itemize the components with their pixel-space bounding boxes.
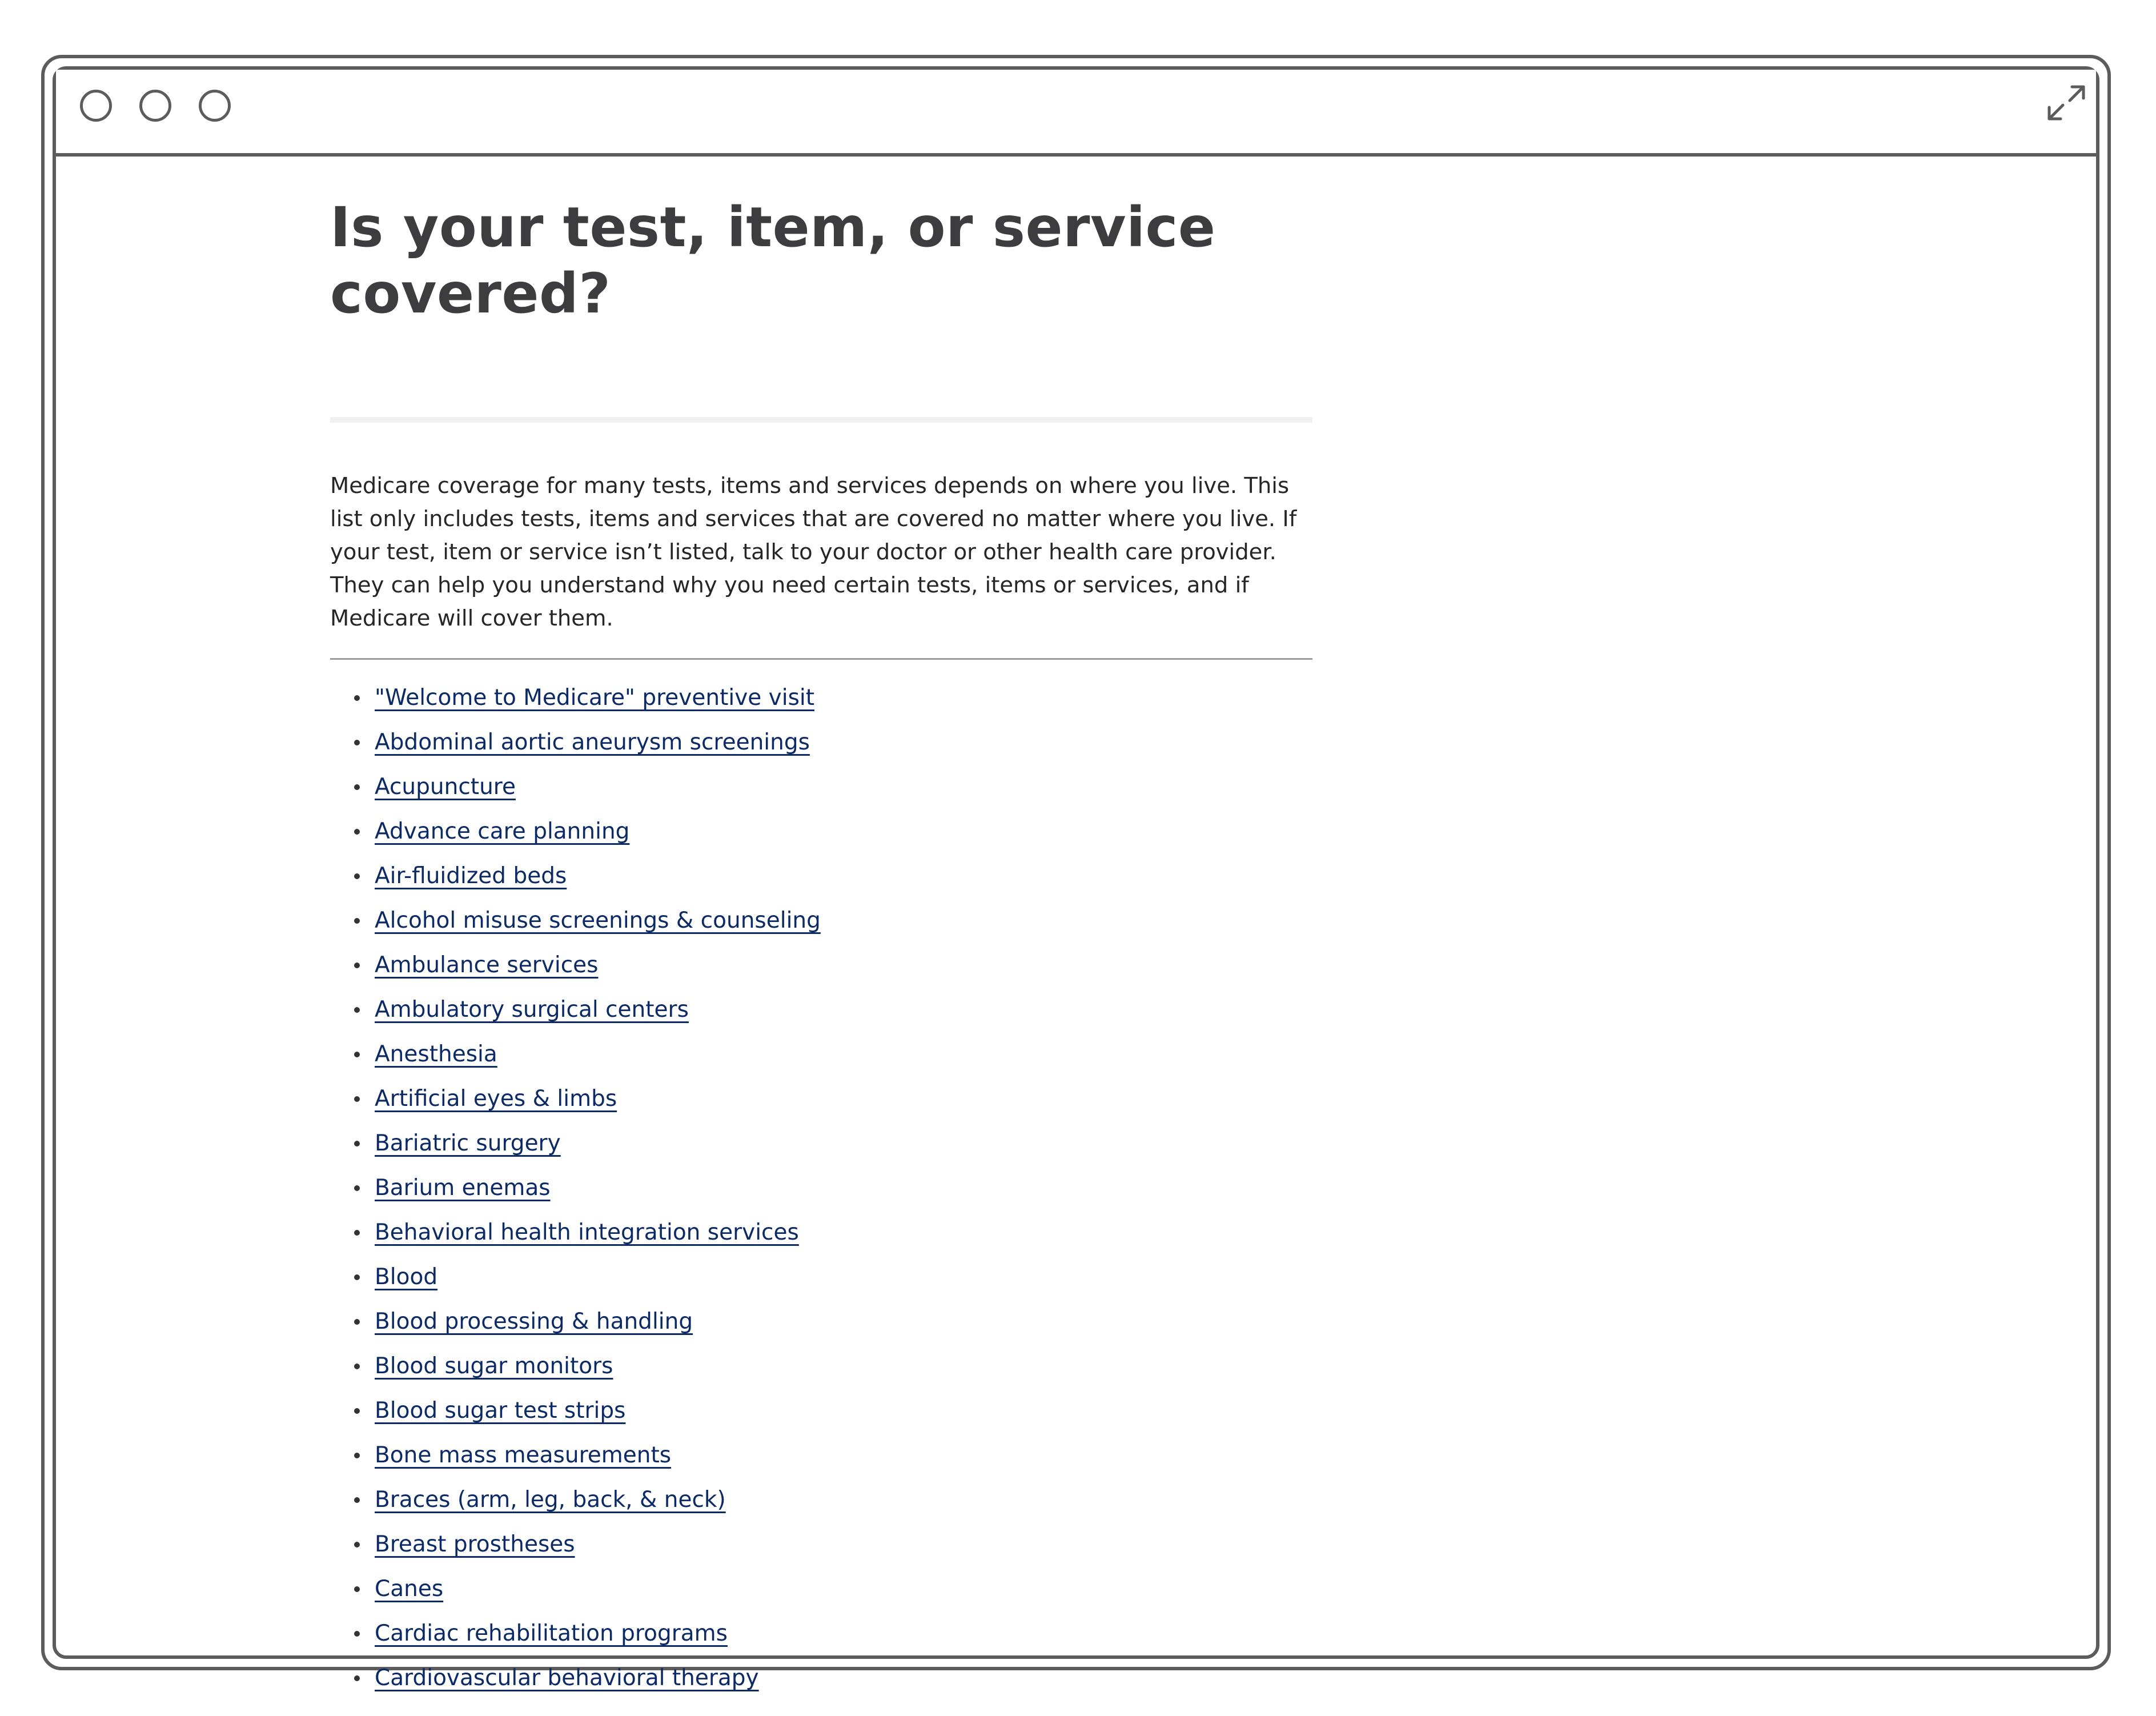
- bullet-icon: [354, 829, 360, 835]
- bullet-icon: [354, 1185, 360, 1191]
- bullet-icon: [354, 1230, 360, 1236]
- service-link[interactable]: "Welcome to Medicare" preventive visit: [375, 685, 815, 711]
- list-item: [330, 1305, 1312, 1350]
- bullet-icon: [354, 1052, 360, 1057]
- bullet-icon: [354, 918, 360, 924]
- list-item: [330, 1038, 1312, 1082]
- bullet-icon: [354, 873, 360, 879]
- services-list: [330, 681, 1312, 1706]
- page-title: Is your test, item, or service covered?: [330, 195, 1216, 326]
- service-link[interactable]: Blood: [375, 1264, 438, 1290]
- service-link[interactable]: Bone mass measurements: [375, 1442, 672, 1468]
- list-divider: [330, 658, 1312, 660]
- list-item: [330, 1617, 1312, 1662]
- bullet-icon: [354, 1408, 360, 1414]
- service-link[interactable]: Canes: [375, 1576, 444, 1602]
- bullet-icon: [354, 1586, 360, 1592]
- bullet-icon: [354, 1274, 360, 1280]
- bullet-icon: [354, 1096, 360, 1102]
- service-link[interactable]: Anesthesia: [375, 1041, 497, 1067]
- bullet-icon: [354, 784, 360, 790]
- bullet-icon: [354, 1631, 360, 1637]
- bullet-icon: [354, 1497, 360, 1503]
- window-minimize-button[interactable]: [139, 90, 171, 122]
- page-content: [330, 157, 1312, 1706]
- list-item: [330, 1127, 1312, 1172]
- list-item: [330, 1439, 1312, 1484]
- list-item: [330, 1350, 1312, 1394]
- window-close-button[interactable]: [80, 90, 112, 122]
- service-link[interactable]: Breast prostheses: [375, 1531, 575, 1557]
- list-item: [330, 1216, 1312, 1261]
- browser-window: [53, 66, 2099, 1691]
- bullet-icon: [354, 1141, 360, 1146]
- service-link[interactable]: Blood sugar monitors: [375, 1353, 613, 1379]
- service-link[interactable]: Abdominal aortic aneurysm screenings: [375, 729, 810, 755]
- bullet-icon: [354, 1319, 360, 1325]
- service-link[interactable]: Braces (arm, leg, back, & neck): [375, 1487, 726, 1513]
- service-link[interactable]: Acupuncture: [375, 774, 516, 800]
- service-link[interactable]: Bariatric surgery: [375, 1130, 561, 1156]
- service-link[interactable]: Barium enemas: [375, 1175, 551, 1201]
- bullet-icon: [354, 740, 360, 745]
- list-item: [330, 1172, 1312, 1216]
- service-link[interactable]: Cardiac rehabilitation programs: [375, 1621, 728, 1646]
- list-item: [330, 1573, 1312, 1617]
- window-maximize-button[interactable]: [199, 90, 231, 122]
- list-item: [330, 1261, 1312, 1305]
- service-link[interactable]: Alcohol misuse screenings & counseling: [375, 908, 821, 933]
- bullet-icon: [354, 695, 360, 701]
- list-item: [330, 1528, 1312, 1573]
- section-divider: [330, 417, 1312, 423]
- list-item: [330, 1394, 1312, 1439]
- expand-arrows-icon[interactable]: [2042, 79, 2090, 127]
- service-link[interactable]: Behavioral health integration services: [375, 1220, 799, 1245]
- bullet-icon: [354, 1675, 360, 1681]
- list-item: [330, 771, 1312, 815]
- list-item: [330, 949, 1312, 993]
- service-link[interactable]: Air-fluidized beds: [375, 863, 567, 889]
- service-link[interactable]: Cardiovascular behavioral therapy: [375, 1665, 759, 1691]
- service-link[interactable]: Blood sugar test strips: [375, 1398, 626, 1424]
- bullet-icon: [354, 1007, 360, 1013]
- list-item: [330, 726, 1312, 771]
- service-link[interactable]: Ambulance services: [375, 952, 599, 978]
- bullet-icon: [354, 1453, 360, 1458]
- service-link[interactable]: Ambulatory surgical centers: [375, 997, 689, 1023]
- window-titlebar: [56, 70, 2096, 157]
- service-link[interactable]: Advance care planning: [375, 819, 630, 844]
- list-item: [330, 904, 1312, 949]
- list-item: [330, 993, 1312, 1038]
- list-item: [330, 860, 1312, 904]
- list-item: [330, 1662, 1312, 1706]
- service-link[interactable]: Artificial eyes & limbs: [375, 1086, 617, 1112]
- list-item: [330, 1082, 1312, 1127]
- list-item: [330, 815, 1312, 860]
- bullet-icon: [354, 1542, 360, 1547]
- bullet-icon: [354, 1364, 360, 1369]
- service-link[interactable]: Blood processing & handling: [375, 1309, 693, 1334]
- list-item: [330, 681, 1312, 726]
- intro-paragraph: Medicare coverage for many tests, items and services depends on where you live. This list only includes tests, items and services that are covered no matter where you live. If your test, item or service isn’t listed, talk to your doctor or other health care provider. They can help you understand why you need certain tests, items or services, and if Medicare will cover them.: [330, 473, 1297, 631]
- bullet-icon: [354, 963, 360, 968]
- list-item: [330, 1484, 1312, 1528]
